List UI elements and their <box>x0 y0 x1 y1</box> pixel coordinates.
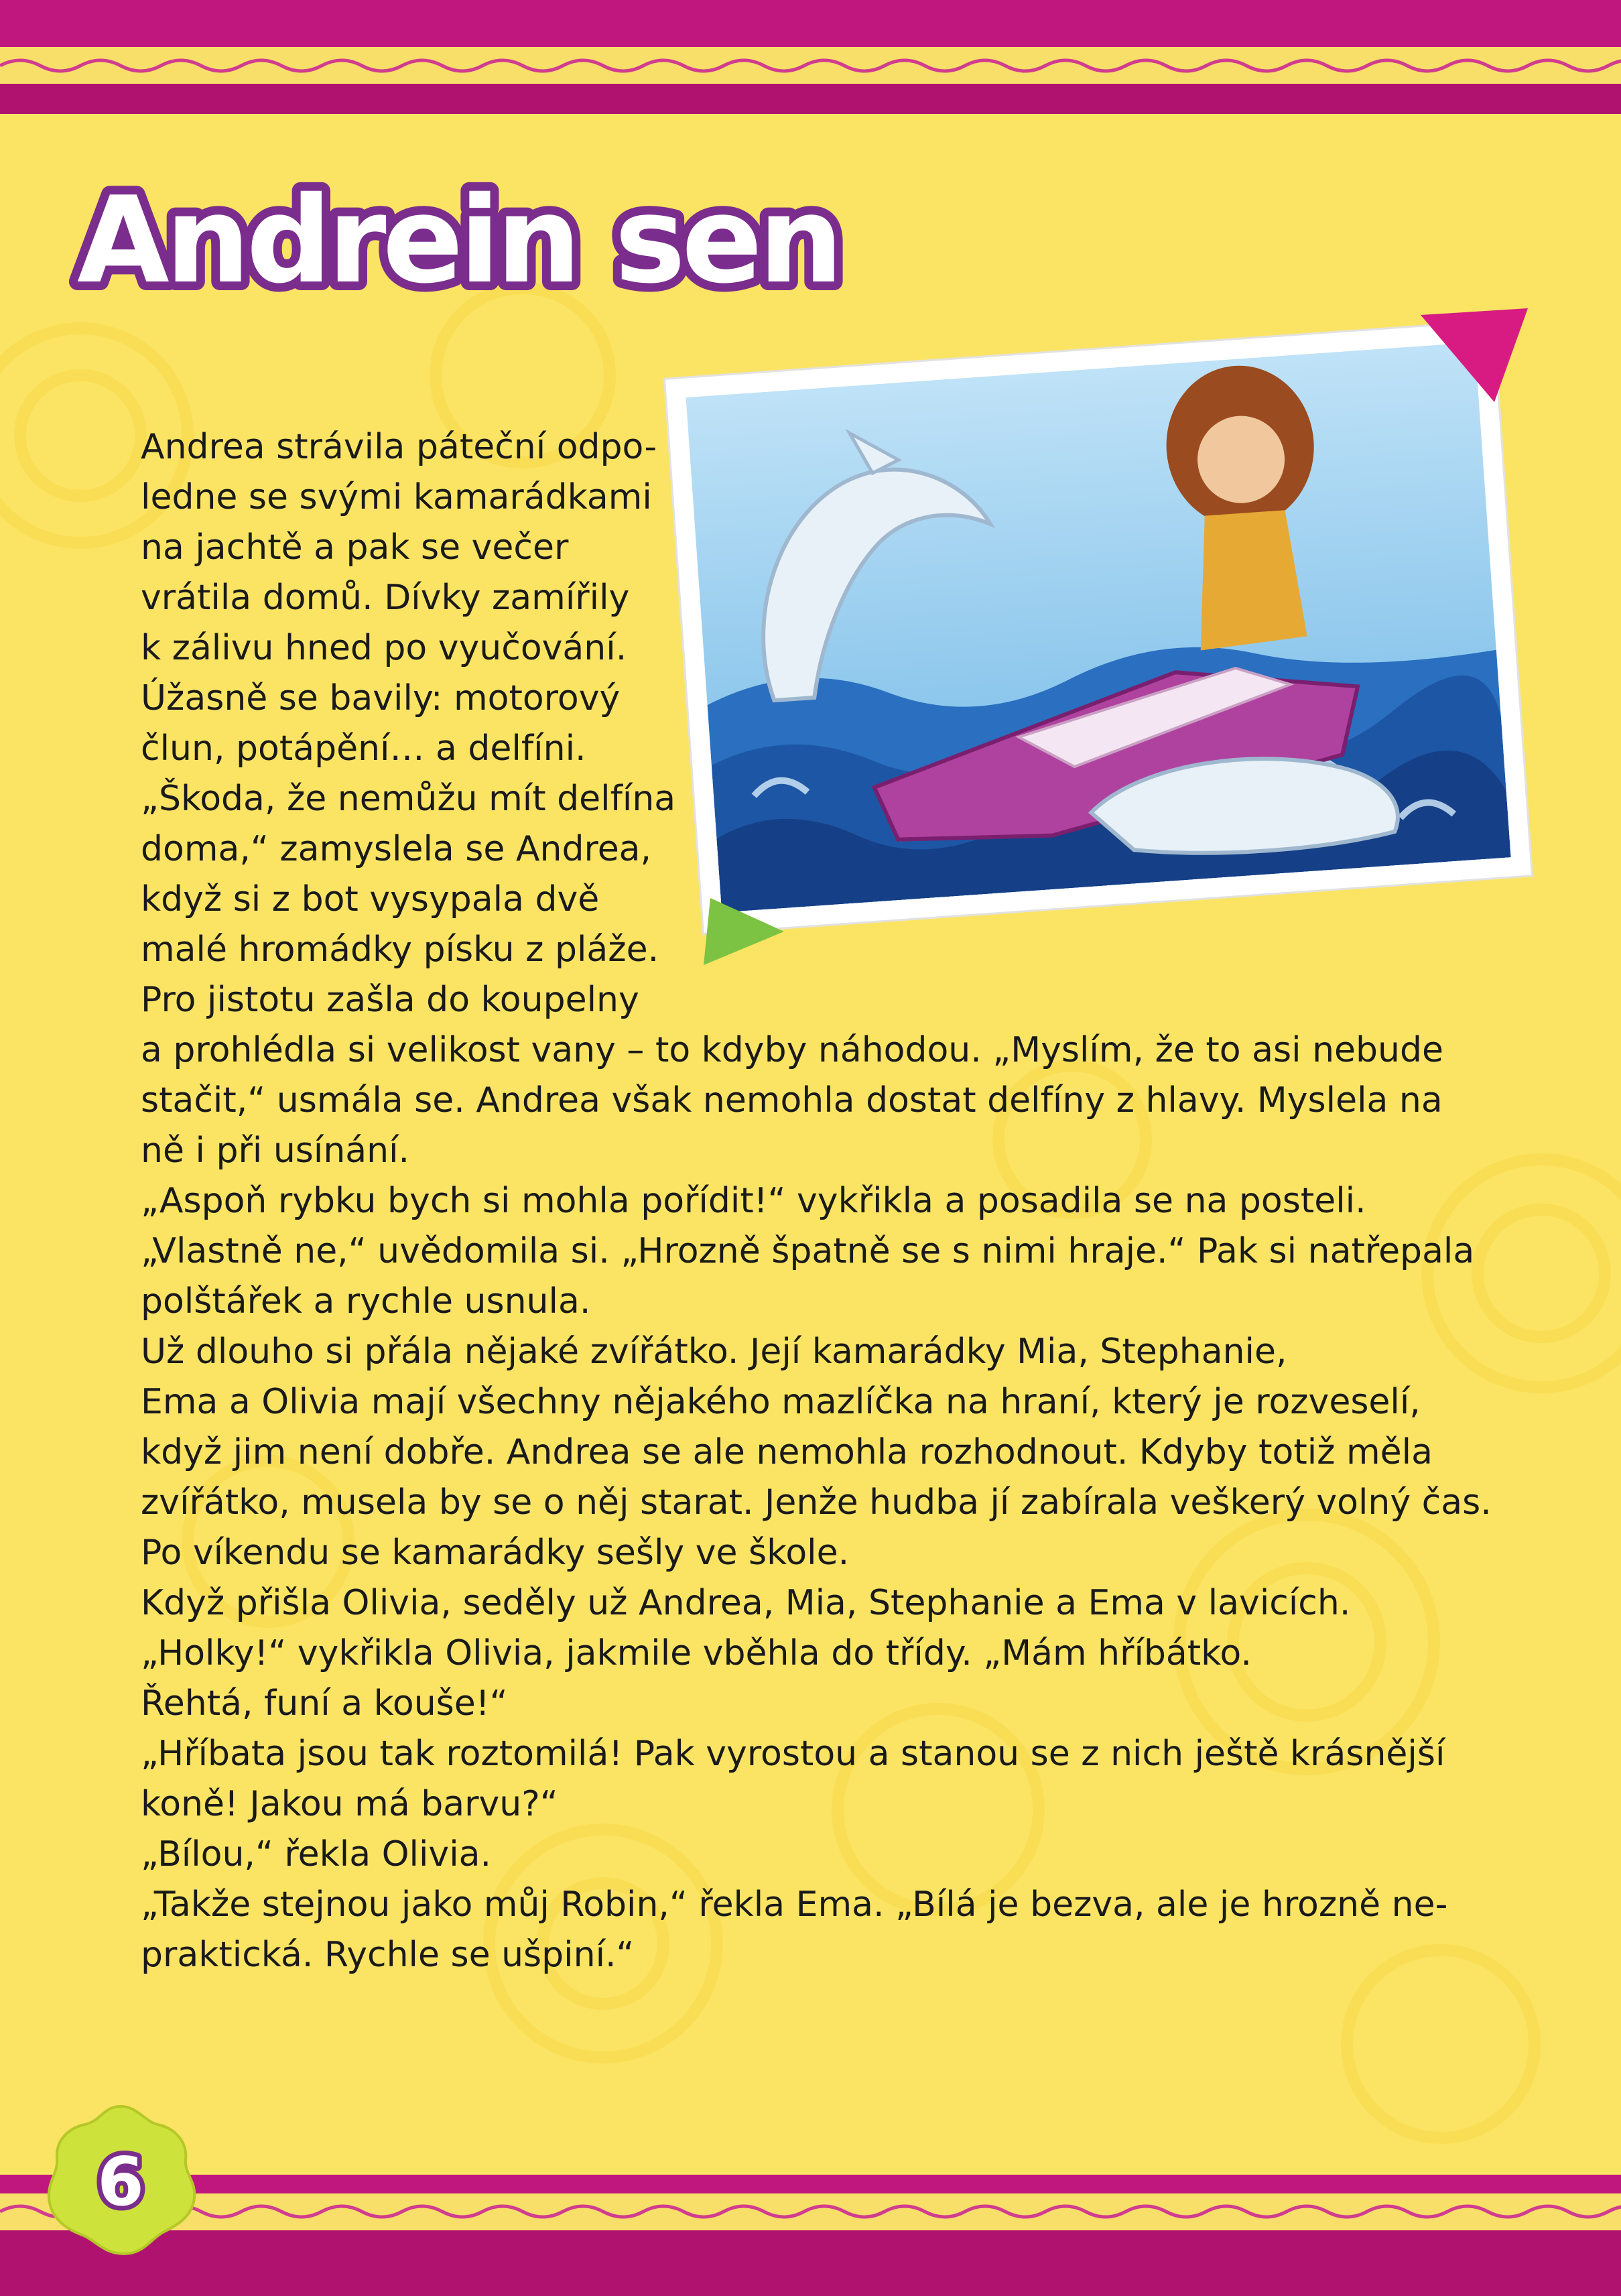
story-line: vrátila domů. Dívky zamířily <box>141 578 630 618</box>
story-line: k zálivu hned po vyučování. <box>141 628 627 668</box>
story-line: na jachtě a pak se večer <box>141 527 569 568</box>
story-line: zvířátko, musela by se o něj starat. Jenže hudba jí zabírala veškerý volný čas. <box>141 1482 1492 1523</box>
story-line: „Škoda, že nemůžu mít delfína <box>141 779 676 819</box>
story-line: stačit,“ usmála se. Andrea však nemohla dostat delfíny z hlavy. Myslela na <box>141 1080 1443 1121</box>
story-line: když si z bot vysypala dvě <box>141 879 600 919</box>
bottom-band <box>0 2175 1621 2296</box>
story-line: „Takže stejnou jako můj Robin,“ řekla Ema. „Bílá je bezva, ale je hrozně ne- <box>141 1885 1448 1925</box>
page-number-badge <box>37 2094 204 2262</box>
story-line: Úžasně se bavily: motorový <box>141 678 621 718</box>
story-line: Po víkendu se kamarádky sešly ve škole. <box>141 1533 850 1573</box>
story-line: Když přišla Olivia, seděly už Andrea, Mia, Stephanie a Ema v lavicích. <box>141 1583 1351 1623</box>
story-line: „Vlastně ne,“ uvědomila si. „Hrozně špatně se s nimi hraje.“ Pak si natřepala <box>141 1231 1475 1271</box>
story-line: doma,“ zamyslela se Andrea, <box>141 829 652 869</box>
story-line: ledne se svými kamarádkami <box>141 477 652 517</box>
story-line: Řehtá, funí a kouše!“ <box>141 1683 508 1724</box>
story-line: koně! Jakou má barvu?“ <box>141 1784 558 1824</box>
story-line: Ema a Olivia mají všechny nějakého mazlíčka na hraní, který je rozveselí, <box>141 1382 1421 1422</box>
story-line: člun, potápění… a delfíni. <box>141 728 586 769</box>
story-line: Pro jistotu zašla do koupelny <box>141 980 639 1020</box>
story-line: ně i při usínání. <box>141 1131 410 1171</box>
top-band <box>0 0 1621 114</box>
page-number: 6 <box>97 2143 144 2221</box>
story-line: Už dlouho si přála nějaké zvířátko. Její kamarádky Mia, Stephanie, <box>141 1332 1287 1372</box>
story-line: malé hromádky písku z pláže. <box>141 930 659 970</box>
page-title <box>67 157 858 318</box>
story-line: Andrea strávila páteční odpo- <box>141 427 657 467</box>
story-line: „Holky!“ vykřikla Olivia, jakmile vběhla do třídy. „Mám hříbátko. <box>141 1633 1252 1673</box>
page-title-text: Andrein sen <box>77 171 840 310</box>
story-line: „Bílou,“ řekla Olivia. <box>141 1834 492 1874</box>
story-line: a prohlédla si velikost vany – to kdyby náhodou. „Myslím, že to asi nebude <box>141 1030 1443 1070</box>
story-line: polštářek a rychle usnula. <box>141 1281 591 1322</box>
story-line: praktická. Rychle se ušpiní.“ <box>141 1935 635 1975</box>
story-line: „Aspoň rybku bych si mohla pořídit!“ vykřikla a posadila se na posteli. <box>141 1181 1366 1221</box>
story-line: „Hříbata jsou tak roztomilá! Pak vyrostou a stanou se z nich ještě krásnější <box>141 1734 1445 1774</box>
story-line: když jim není dobře. Andrea se ale nemohla rozhodnout. Kdyby totiž měla <box>141 1432 1433 1472</box>
story-text <box>141 422 1492 1980</box>
